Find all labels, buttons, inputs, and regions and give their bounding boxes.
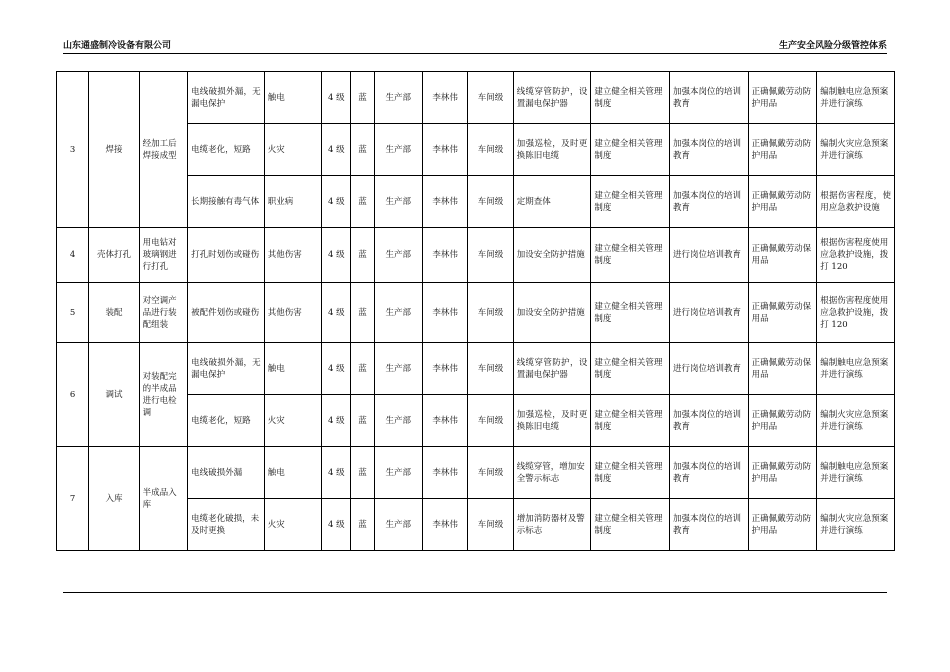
training-measure: 加强本岗位的培训教育 [670, 499, 749, 551]
emergency-measure: 编制触电应急预案并进行演练 [817, 72, 895, 124]
hazard: 被配件划伤或碰伤 [188, 283, 265, 343]
emergency-measure: 根据伤害程度使用应急救护设施，拨打 120 [817, 228, 895, 283]
management-measure: 建立健全相关管理制度 [591, 228, 670, 283]
control-level: 车间级 [468, 124, 513, 176]
table-row [57, 447, 895, 499]
ppe-measure: 正确佩戴劳动保用品 [748, 283, 817, 343]
risk-level: 4 级 [322, 228, 351, 283]
page-header [63, 38, 887, 54]
work-step: 焊接 [89, 72, 139, 228]
responsible-dept: 生产部 [374, 395, 422, 447]
work-content: 半成品入库 [139, 447, 187, 551]
risk-level: 4 级 [322, 283, 351, 343]
accident-type: 火灾 [264, 499, 321, 551]
emergency-measure: 根据伤害程度，使用应急救护设施 [817, 176, 895, 228]
risk-color: 蓝 [351, 228, 374, 283]
engineering-measure: 加强巡检，及时更换陈旧电缆 [513, 124, 591, 176]
table-row [57, 343, 895, 395]
accident-type: 其他伤害 [264, 228, 321, 283]
ppe-measure: 正确佩戴劳动保用品 [748, 343, 817, 395]
work-step: 入库 [89, 447, 139, 551]
responsible-person: 李林伟 [422, 176, 467, 228]
risk-color: 蓝 [351, 343, 374, 395]
management-measure: 建立健全相关管理制度 [591, 72, 670, 124]
control-level: 车间级 [468, 343, 513, 395]
responsible-dept: 生产部 [374, 283, 422, 343]
responsible-person: 李林伟 [422, 499, 467, 551]
ppe-measure: 正确佩戴劳动防护用品 [748, 447, 817, 499]
ppe-measure: 正确佩戴劳动防护用品 [748, 72, 817, 124]
ppe-measure: 正确佩戴劳动防护用品 [748, 499, 817, 551]
ppe-measure: 正确佩戴劳动防护用品 [748, 176, 817, 228]
hazard: 电缆老化破损，未及时更换 [188, 499, 265, 551]
emergency-measure: 编制火灾应急预案并进行演练 [817, 499, 895, 551]
ppe-measure: 正确佩戴劳动防护用品 [748, 124, 817, 176]
control-level: 车间级 [468, 499, 513, 551]
control-level: 车间级 [468, 447, 513, 499]
work-content: 用电钻对玻璃钢进行打孔 [139, 228, 187, 283]
risk-level: 4 级 [322, 72, 351, 124]
control-level: 车间级 [468, 228, 513, 283]
risk-level: 4 级 [322, 343, 351, 395]
responsible-person: 李林伟 [422, 124, 467, 176]
control-level: 车间级 [468, 72, 513, 124]
risk-level: 4 级 [322, 124, 351, 176]
hazard: 电线破损外漏，无漏电保护 [188, 343, 265, 395]
management-measure: 建立健全相关管理制度 [591, 124, 670, 176]
responsible-person: 李林伟 [422, 72, 467, 124]
ppe-measure: 正确佩戴劳动保用品 [748, 228, 817, 283]
responsible-person: 李林伟 [422, 283, 467, 343]
training-measure: 加强本岗位的培训教育 [670, 395, 749, 447]
work-content: 对装配完的半成品进行电检调 [139, 343, 187, 447]
accident-type: 触电 [264, 72, 321, 124]
management-measure: 建立健全相关管理制度 [591, 343, 670, 395]
hazard: 长期接触有毒气体 [188, 176, 265, 228]
training-measure: 进行岗位培训教育 [670, 283, 749, 343]
management-measure: 建立健全相关管理制度 [591, 499, 670, 551]
accident-type: 火灾 [264, 124, 321, 176]
accident-type: 火灾 [264, 395, 321, 447]
engineering-measure: 线缆穿管防护，设置漏电保护器 [513, 72, 591, 124]
responsible-dept: 生产部 [374, 499, 422, 551]
management-measure: 建立健全相关管理制度 [591, 176, 670, 228]
work-step: 调试 [89, 343, 139, 447]
hazard: 打孔时划伤或碰伤 [188, 228, 265, 283]
risk-color: 蓝 [351, 283, 374, 343]
work-step: 壳体打孔 [89, 228, 139, 283]
risk-color: 蓝 [351, 499, 374, 551]
engineering-measure: 加设安全防护措施 [513, 283, 591, 343]
emergency-measure: 编制火灾应急预案并进行演练 [817, 124, 895, 176]
training-measure: 进行岗位培训教育 [670, 343, 749, 395]
header-rule [63, 53, 887, 54]
management-measure: 建立健全相关管理制度 [591, 395, 670, 447]
risk-color: 蓝 [351, 395, 374, 447]
responsible-person: 李林伟 [422, 228, 467, 283]
emergency-measure: 编制触电应急预案并进行演练 [817, 447, 895, 499]
system-title: 生产安全风险分级管控体系 [778, 41, 887, 51]
table-row [57, 228, 895, 283]
work-content: 经加工后焊接成型 [139, 72, 187, 228]
emergency-measure: 根据伤害程度使用应急救护设施，拨打 120 [817, 283, 895, 343]
engineering-measure: 定期查体 [513, 176, 591, 228]
responsible-dept: 生产部 [374, 343, 422, 395]
training-measure: 进行岗位培训教育 [670, 228, 749, 283]
management-measure: 建立健全相关管理制度 [591, 283, 670, 343]
row-number: 7 [57, 447, 89, 551]
risk-level: 4 级 [322, 447, 351, 499]
hazard: 电线破损外漏 [188, 447, 265, 499]
responsible-dept: 生产部 [374, 72, 422, 124]
row-number: 6 [57, 343, 89, 447]
table-row [57, 283, 895, 343]
engineering-measure: 增加消防器材及警示标志 [513, 499, 591, 551]
company-name: 山东通盛制冷设备有限公司 [63, 41, 172, 51]
work-step: 装配 [89, 283, 139, 343]
responsible-person: 李林伟 [422, 343, 467, 395]
table-row [57, 72, 895, 124]
emergency-measure: 编制火灾应急预案并进行演练 [817, 395, 895, 447]
risk-color: 蓝 [351, 72, 374, 124]
accident-type: 职业病 [264, 176, 321, 228]
hazard: 电线破损外漏，无漏电保护 [188, 72, 265, 124]
risk-level: 4 级 [322, 499, 351, 551]
training-measure: 加强本岗位的培训教育 [670, 124, 749, 176]
engineering-measure: 加设安全防护措施 [513, 228, 591, 283]
emergency-measure: 编制触电应急预案并进行演练 [817, 343, 895, 395]
risk-color: 蓝 [351, 447, 374, 499]
responsible-dept: 生产部 [374, 176, 422, 228]
engineering-measure: 线缆穿管，增加安全警示标志 [513, 447, 591, 499]
training-measure: 加强本岗位的培训教育 [670, 72, 749, 124]
control-level: 车间级 [468, 283, 513, 343]
responsible-person: 李林伟 [422, 447, 467, 499]
responsible-dept: 生产部 [374, 447, 422, 499]
hazard: 电缆老化，短路 [188, 395, 265, 447]
row-number: 5 [57, 283, 89, 343]
accident-type: 触电 [264, 343, 321, 395]
ppe-measure: 正确佩戴劳动防护用品 [748, 395, 817, 447]
risk-color: 蓝 [351, 124, 374, 176]
risk-level: 4 级 [322, 176, 351, 228]
responsible-dept: 生产部 [374, 124, 422, 176]
footer-rule [63, 592, 887, 593]
row-number: 4 [57, 228, 89, 283]
responsible-dept: 生产部 [374, 228, 422, 283]
training-measure: 加强本岗位的培训教育 [670, 447, 749, 499]
risk-color: 蓝 [351, 176, 374, 228]
management-measure: 建立健全相关管理制度 [591, 447, 670, 499]
accident-type: 其他伤害 [264, 283, 321, 343]
engineering-measure: 线缆穿管防护，设置漏电保护器 [513, 343, 591, 395]
training-measure: 加强本岗位的培训教育 [670, 176, 749, 228]
control-level: 车间级 [468, 395, 513, 447]
accident-type: 触电 [264, 447, 321, 499]
risk-control-table [56, 71, 895, 551]
responsible-person: 李林伟 [422, 395, 467, 447]
hazard: 电缆老化，短路 [188, 124, 265, 176]
engineering-measure: 加强巡检，及时更换陈旧电缆 [513, 395, 591, 447]
work-content: 对空调产品进行装配组装 [139, 283, 187, 343]
control-level: 车间级 [468, 176, 513, 228]
risk-level: 4 级 [322, 395, 351, 447]
row-number: 3 [57, 72, 89, 228]
